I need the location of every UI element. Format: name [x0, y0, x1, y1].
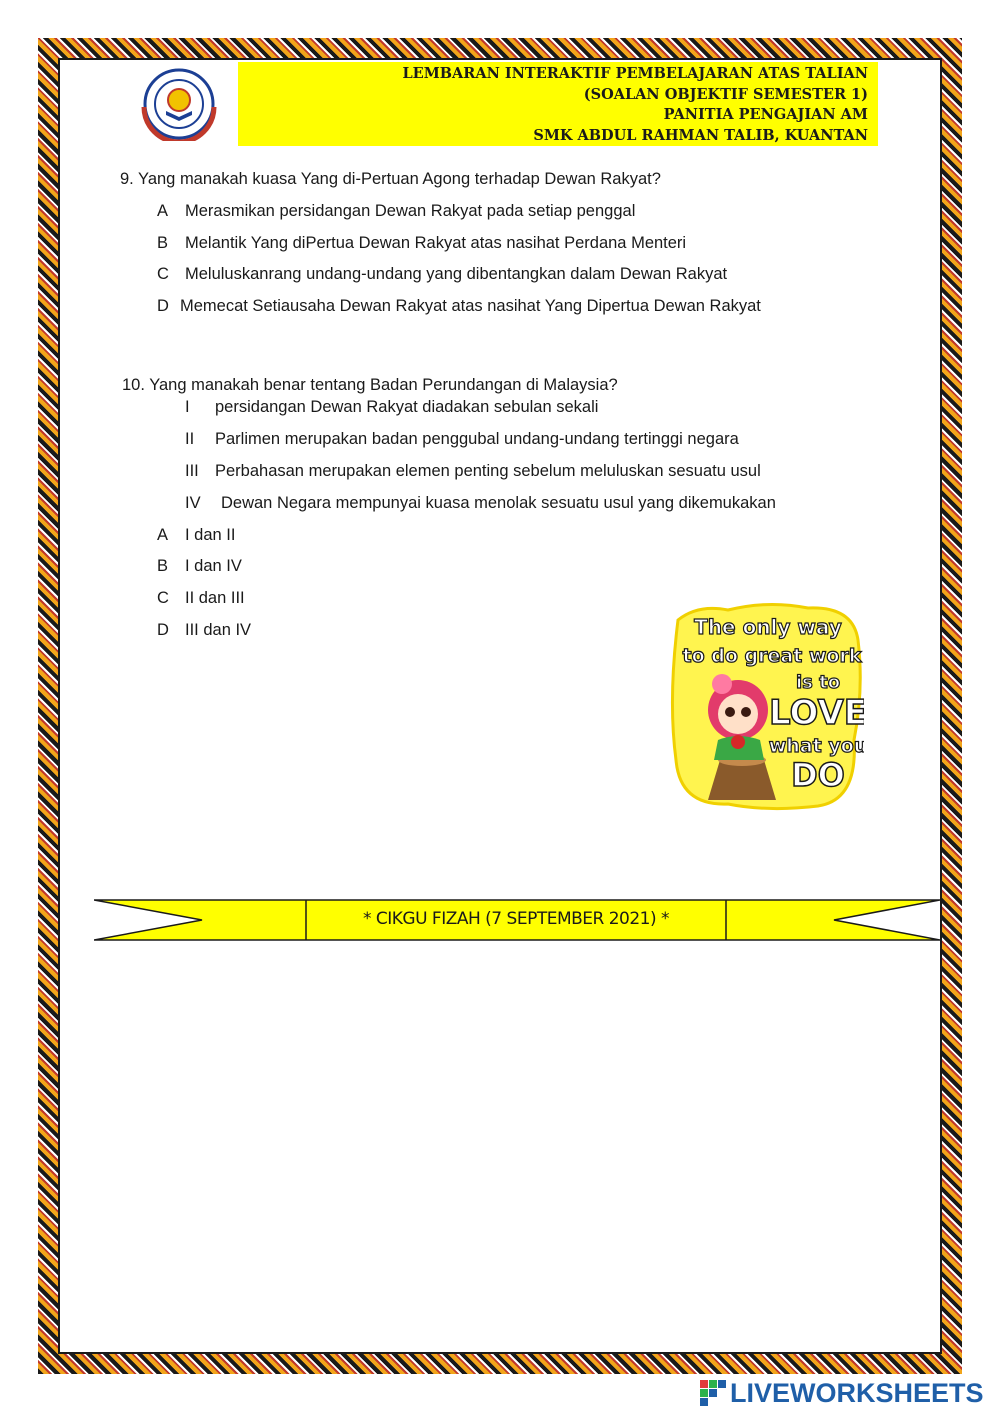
sticker-line-4: LOVE — [769, 693, 864, 733]
worksheet-header — [120, 62, 878, 146]
option-text: Merasmikan persidangan Dewan Rakyat pada setiap penggal — [185, 202, 636, 220]
option-text: III dan IV — [185, 621, 252, 639]
liveworksheets-watermark[interactable] — [700, 1376, 984, 1410]
statement-text: Parlimen merupakan badan penggubal undang-undang tertinggi negara — [215, 430, 739, 448]
motivational-sticker — [668, 600, 864, 812]
sticker-line-2: to do great work — [682, 645, 862, 667]
header-line-1: LEMBARAN INTERAKTIF PEMBELAJARAN ATAS TALIAN — [402, 65, 868, 82]
option-key: D — [157, 621, 169, 639]
q9-option-c[interactable] — [157, 265, 727, 284]
school-crest-icon — [136, 67, 222, 141]
option-key: B — [157, 557, 169, 575]
option-text: Meluluskanrang undang-undang yang dibentangkan dalam Dewan Rakyat — [185, 265, 728, 283]
header-line-2: (SOALAN OBJEKTIF SEMESTER 1) — [583, 85, 868, 103]
question-10-text: 10. Yang manakah benar tentang Badan Perundangan di Malaysia? — [122, 376, 618, 394]
statement-text: Dewan Negara mempunyai kuasa menolak sesuatu usul yang dikemukakan — [221, 494, 776, 512]
q10-statement-i — [185, 398, 598, 417]
statement-key: I — [185, 398, 190, 416]
option-key: A — [157, 202, 169, 220]
statement-text: persidangan Dewan Rakyat diadakan sebulan sekali — [215, 398, 599, 416]
option-text: I dan IV — [185, 557, 242, 575]
sticker-illustration — [668, 600, 864, 812]
liveworksheets-logo-icon — [700, 1380, 726, 1406]
q10-statement-ii — [185, 430, 739, 449]
q9-option-a[interactable] — [157, 202, 635, 221]
q10-statement-iv — [185, 494, 776, 513]
header-title-block — [402, 64, 868, 146]
header-line-3: PANITIA PENGAJIAN AM — [663, 106, 868, 123]
statement-key: II — [185, 430, 195, 448]
sticker-line-3: is to — [795, 672, 841, 693]
statement-text: Perbahasan merupakan elemen penting sebelum meluluskan sesuatu usul — [215, 462, 761, 480]
option-key: A — [157, 526, 169, 544]
option-text: Memecat Setiausaha Dewan Rakyat atas nasihat Yang Dipertua Dewan Rakyat — [180, 297, 761, 315]
q10-statement-iii — [185, 462, 761, 481]
q9-option-d[interactable] — [157, 297, 761, 316]
q9-option-b[interactable] — [157, 234, 686, 253]
footer-banner-text: * CIKGU FIZAH (7 SEPTEMBER 2021) * — [362, 909, 670, 929]
header-line-4: SMK ABDUL RAHMAN TALIB, KUANTAN — [533, 126, 868, 144]
option-text: I dan II — [185, 526, 236, 544]
option-key: C — [157, 265, 169, 283]
option-text: Melantik Yang diPertua Dewan Rakyat atas nasihat Perdana Menteri — [185, 234, 687, 252]
q10-option-a[interactable] — [157, 526, 235, 545]
option-key: C — [157, 589, 169, 607]
statement-key: III — [185, 462, 199, 480]
statement-key: IV — [185, 494, 201, 512]
sticker-line-5: what you — [768, 735, 864, 757]
q10-option-d[interactable] — [157, 621, 251, 640]
watermark-text: LIVEWORKSHEETS — [730, 1377, 984, 1408]
option-key: B — [157, 234, 169, 252]
sticker-line-6: DO — [791, 756, 845, 794]
option-text: II dan III — [185, 589, 245, 607]
option-key: D — [157, 297, 169, 315]
sticker-line-1: The only way — [694, 615, 842, 639]
question-9-text: 9. Yang manakah kuasa Yang di-Pertuan Agong terhadap Dewan Rakyat? — [120, 170, 661, 188]
q10-option-c[interactable] — [157, 589, 245, 608]
school-logo — [120, 62, 238, 146]
q10-option-b[interactable] — [157, 557, 242, 576]
